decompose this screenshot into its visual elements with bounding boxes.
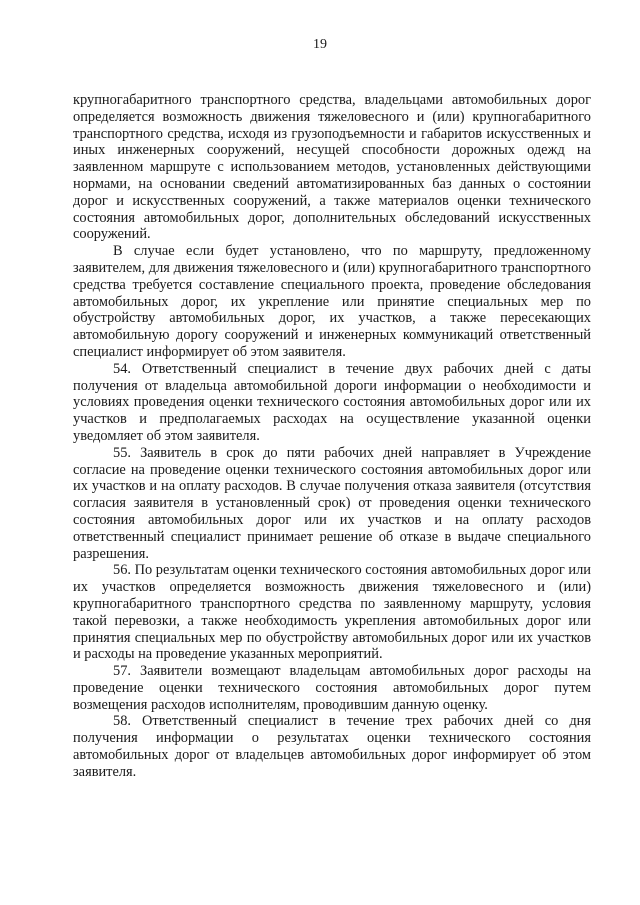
paragraph-continuation: крупногабаритного транспортного средства, владельцами автомобильных дорог определяется возможность движения тяжеловесного и (или) крупногабаритного транспортного средства, исходя из грузоподъемности и габаритов искусственных и иных инженерных сооружений, несущей способности дорожных одежд на заявленном маршруте с использованием методов, установленных действующими нормами, на основании сведений автоматизированных баз данных о состоянии дорог и искусственных сооружений, а также материалов оценки технического состояния автомобильных дорог, дополнительных обследований искусственных сооружений. [73, 92, 591, 243]
paragraph-55: 55. Заявитель в срок до пяти рабочих дней направляет в Учреждение согласие на проведение оценки технического состояния автомобильных дорог или их участков и на оплату расходов. В случае получения отказа заявителя (отсутствия согласия заявителя в установленный срок) от проведения оценки технического состояния автомобильных дорог или их участков и на оплату расходов ответственный специалист принимает решение об отказе в выдаче специального разрешения. [73, 444, 591, 562]
paragraph-56: 56. По результатам оценки технического состояния автомобильных дорог или их участков определяется возможность движения тяжеловесного и (или) крупногабаритного транспортного средства по заявленному маршруту, условия такой перевозки, а также необходимость укрепления автомобильных дорог или принятия специальных мер по обустройству автомобильных дорог или их участков и расходы на проведение указанных мероприятий. [73, 562, 591, 663]
paragraph-54: 54. Ответственный специалист в течение двух рабочих дней с даты получения от владельца автомобильной дороги информации о необходимости и условиях проведения оценки технического состояния автомобильных дорог или их участков и предполагаемых расходах на осуществление указанной оценки уведомляет об этом заявителя. [73, 360, 591, 444]
paragraph-58: 58. Ответственный специалист в течение трех рабочих дней со дня получения информации о результатах оценки технического состояния автомобильных дорог от владельцев автомобильных дорог информирует об этом заявителя. [73, 713, 591, 780]
page-number: 19 [313, 37, 327, 52]
paragraph-route-requirements: В случае если будет установлено, что по маршруту, предложенному заявителем, для движения тяжеловесного и (или) крупногабаритного транспортного средства требуется составление специального проекта, проведение обследования автомобильных дорог, их укрепление или принятие специальных мер по обустройству автомобильных дорог, их участков, а также пересекающих автомобильную дорогу сооружений и инженерных коммуникаций ответственный специалист информирует об этом заявителя. [73, 243, 591, 360]
paragraph-57: 57. Заявители возмещают владельцам автомобильных дорог расходы на проведение оценки технического состояния автомобильных дорог путем возмещения расходов исполнителям, проводившим данную оценку. [73, 663, 591, 713]
document-body [73, 92, 591, 781]
